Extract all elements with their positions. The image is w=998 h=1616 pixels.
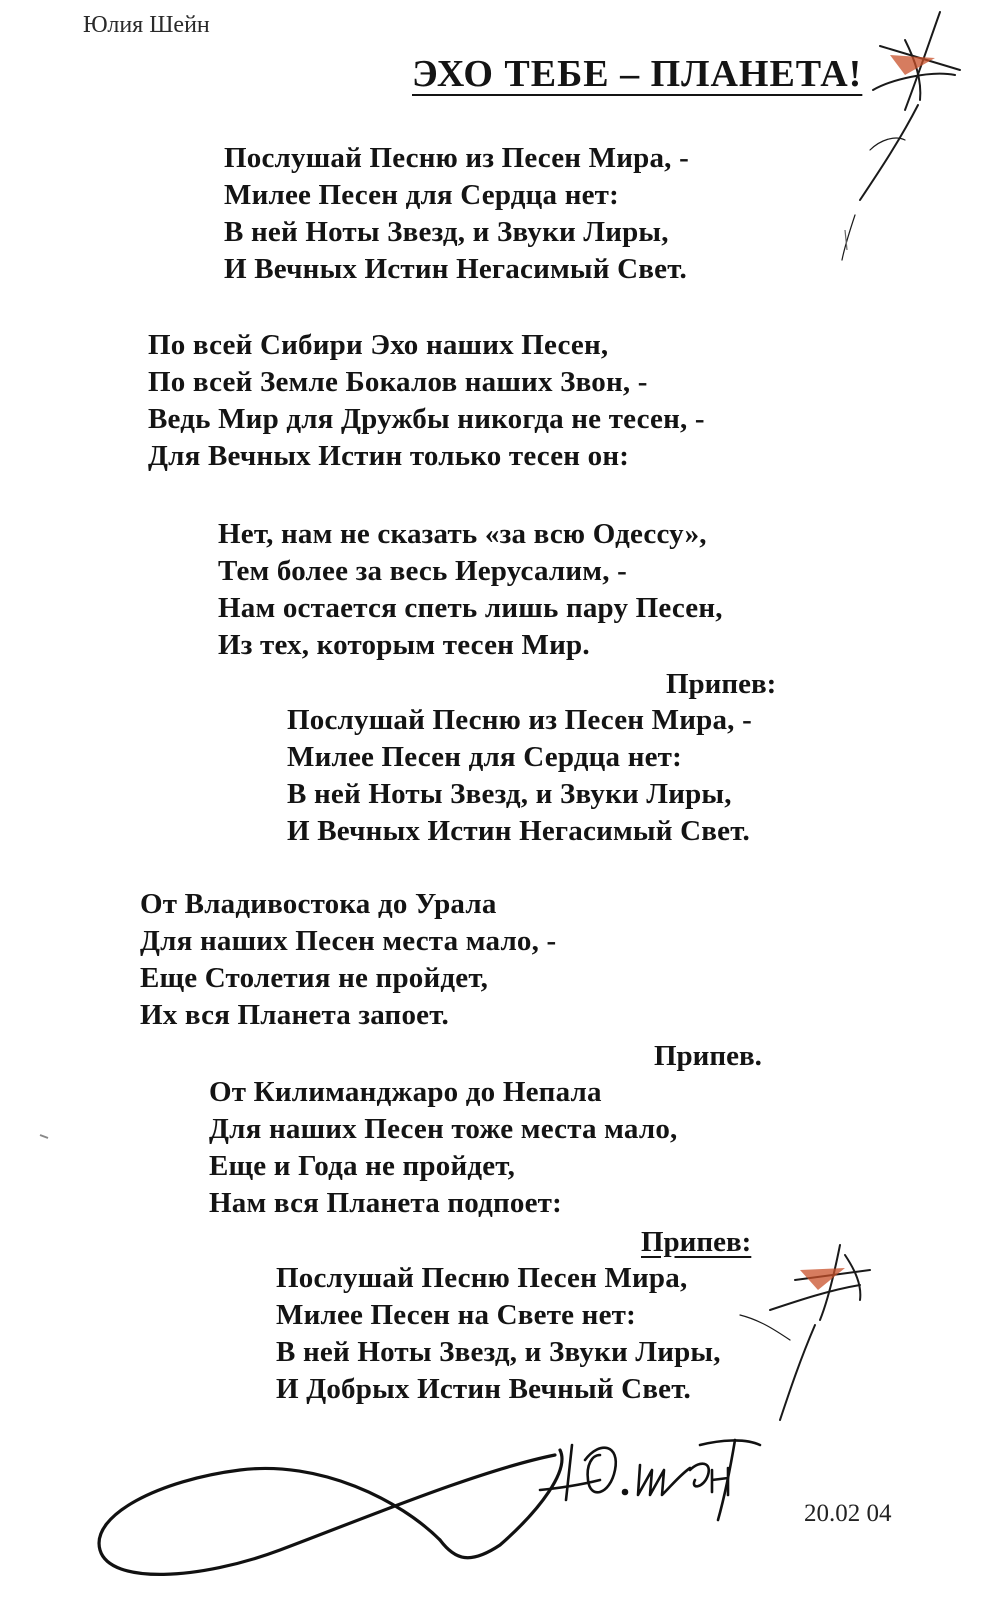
speck-icon <box>845 230 847 250</box>
verse-line: Нам вся Планета подпоет: <box>209 1187 562 1219</box>
stanza-2 <box>148 327 705 475</box>
verse-line: Из тех, которым тесен Мир. <box>218 629 590 661</box>
verse-line: Послушай Песню из Песен Мира, - <box>224 142 689 174</box>
chorus-label: Припев: <box>641 1226 752 1258</box>
stanza-5 <box>140 886 556 1034</box>
poem-title: ЭХО ТЕБЕ – ПЛАНЕТА! <box>412 53 863 95</box>
speck-icon <box>40 1135 48 1138</box>
verse-line: Милее Песен для Сердца нет: <box>224 179 619 211</box>
verse-line: От Килиманджаро до Непала <box>209 1076 602 1108</box>
loop-flourish-icon <box>99 1450 562 1574</box>
verse-line: Милее Песен для Сердца нет: <box>287 741 682 773</box>
stanza-1 <box>224 140 689 288</box>
date-stamp: 20.02 04 <box>804 1500 892 1527</box>
verse-line: Еще Столетия не пройдет, <box>140 962 489 994</box>
verse-line: Для наших Песен места мало, - <box>140 925 557 957</box>
verse-line: От Владивостока до Урала <box>140 888 497 920</box>
signature-icon <box>540 1440 760 1520</box>
verse-line: Нет, нам не сказать «за всю Одессу», <box>218 518 707 550</box>
star-flourish-top-icon <box>842 12 960 260</box>
stanza-final-chorus <box>276 1260 721 1408</box>
verse-line: В ней Ноты Звезд, и Звуки Лиры, <box>276 1336 721 1368</box>
verse-line: В ней Ноты Звезд, и Звуки Лиры, <box>287 778 732 810</box>
stanza-chorus <box>287 702 752 850</box>
chorus-label: Припев: <box>666 668 777 700</box>
verse-line: Для наших Песен тоже места мало, <box>209 1113 678 1145</box>
verse-line: Милее Песен на Свете нет: <box>276 1299 636 1331</box>
chorus-label: Припев. <box>654 1040 762 1072</box>
verse-line: Их вся Планета запоет. <box>140 999 449 1031</box>
verse-line: Послушай Песню Песен Мира, <box>276 1262 688 1294</box>
author-name: Юлия Шейн <box>83 12 210 38</box>
verse-line: В ней Ноты Звезд, и Звуки Лиры, <box>224 216 669 248</box>
verse-line: И Вечных Истин Негасимый Свет. <box>287 815 750 847</box>
verse-line: И Добрых Истин Вечный Свет. <box>276 1373 691 1405</box>
star-flourish-bottom-icon <box>740 1245 870 1420</box>
verse-line: По всей Сибири Эхо наших Песен, <box>148 329 609 361</box>
verse-line: Ведь Мир для Дружбы никогда не тесен, - <box>148 403 705 435</box>
verse-line: Нам остается спеть лишь пару Песен, <box>218 592 723 624</box>
accent-mark-icon <box>890 55 935 75</box>
verse-line: Тем более за весь Иерусалим, - <box>218 555 628 587</box>
verse-line: Для Вечных Истин только тесен он: <box>148 440 630 472</box>
verse-line: По всей Земле Бокалов наших Звон, - <box>148 366 648 398</box>
stanza-3 <box>218 516 723 664</box>
verse-line: Послушай Песню из Песен Мира, - <box>287 704 752 736</box>
accent-mark-icon <box>800 1268 845 1290</box>
verse-line: Еще и Года не пройдет, <box>209 1150 516 1182</box>
verse-line: И Вечных Истин Негасимый Свет. <box>224 253 687 285</box>
stanza-6 <box>209 1074 678 1222</box>
